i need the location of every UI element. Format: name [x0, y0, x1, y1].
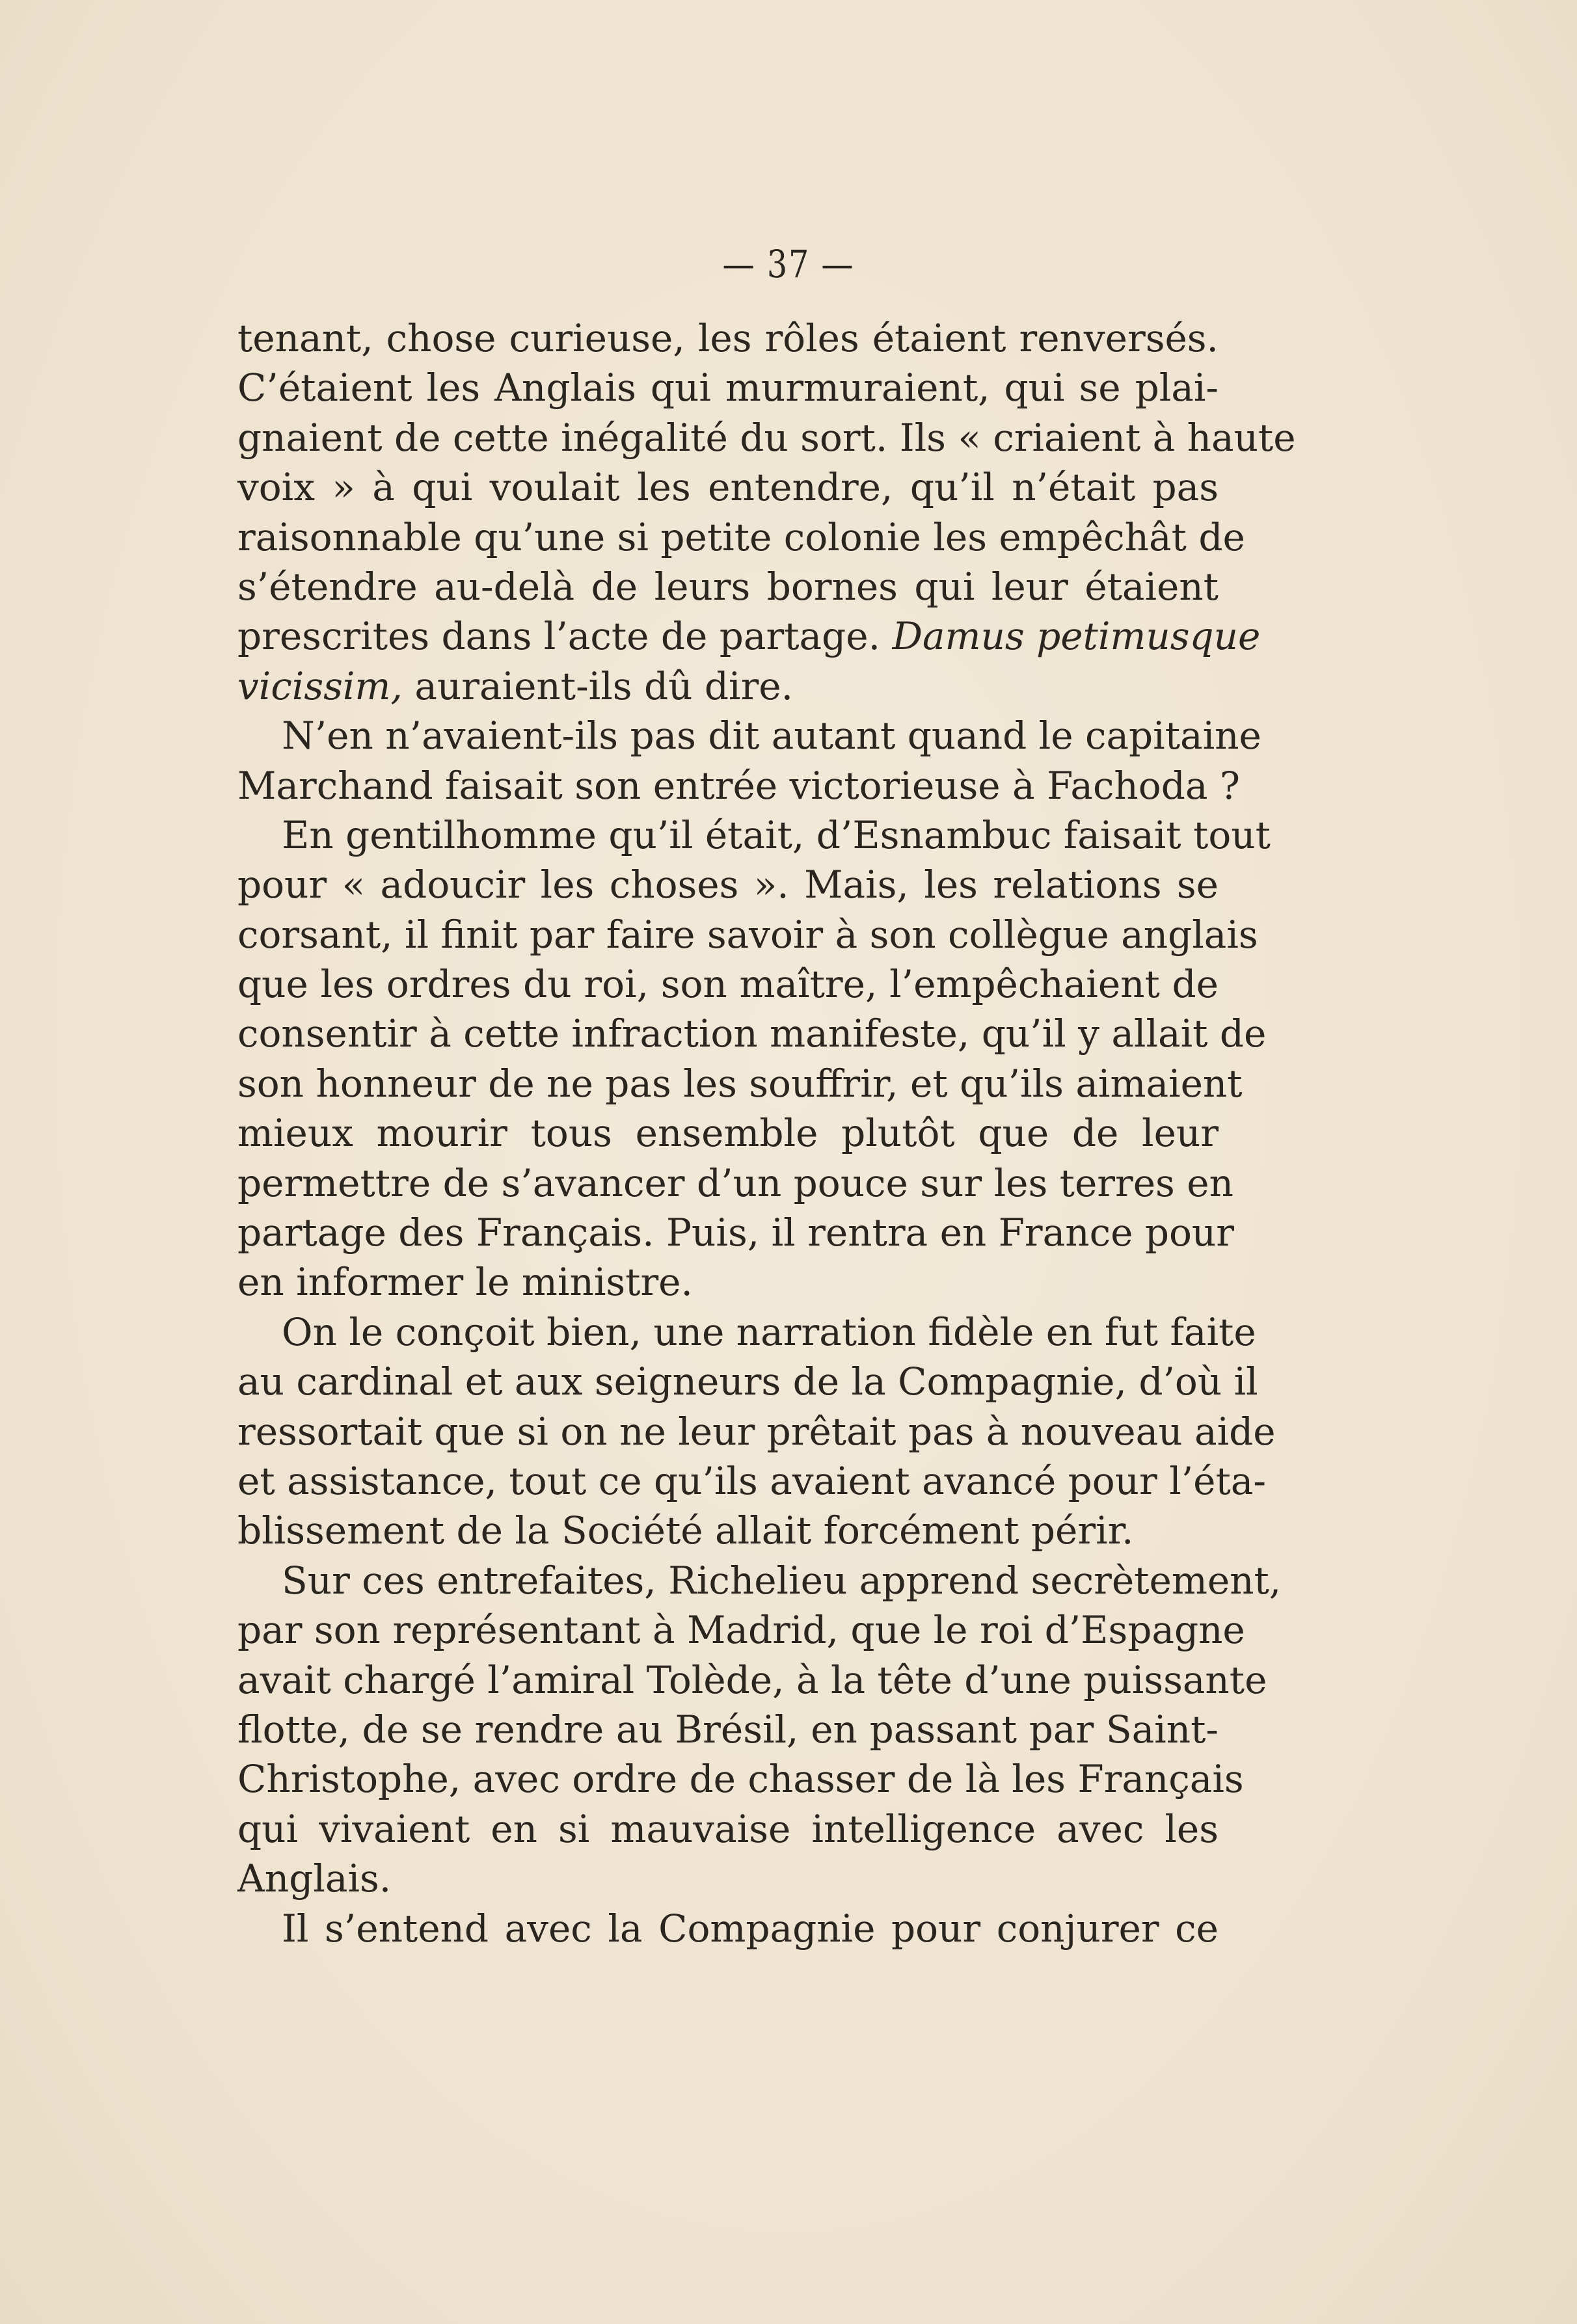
- text-line: tenant, chose curieuse, les rôles étaient renversés.: [237, 316, 1219, 360]
- text-line: gnaient de cette inégalité du sort. Ils « criaient à haute: [237, 415, 1296, 460]
- text-line: qui vivaient en si mauvaise intelligence avec les: [237, 1806, 1219, 1851]
- text: prescrites dans l’acte de partage.: [237, 614, 881, 659]
- text-line: s’étendre au-delà de leurs bornes qui leur étaient: [237, 564, 1219, 609]
- text-line: [237, 611, 1261, 661]
- text-line: On le conçoit bien, une narration fidèle en fut faite: [282, 1309, 1256, 1354]
- text-line: En gentilhomme qu’il était, d’Esnambuc faisait tout: [282, 812, 1271, 857]
- text-line: ressortait que si on ne leur prêtait pas à nouveau aide: [237, 1409, 1276, 1454]
- text-line: Anglais.: [237, 1856, 392, 1901]
- text-line: voix » à qui voulait les entendre, qu’il n’était pas: [237, 465, 1219, 510]
- text-line: partage des Français. Puis, il rentra en France pour: [237, 1210, 1234, 1255]
- latin-phrase: Damus petimusque: [892, 614, 1261, 659]
- text-line: mieux mourir tous ensemble plutôt que de leur: [237, 1111, 1219, 1156]
- text-line: flotte, de se rendre au Brésil, en passant par Saint-: [237, 1707, 1219, 1752]
- text-line: par son représentant à Madrid, que le roi d’Espagne: [237, 1608, 1245, 1653]
- text-line: blissement de la Société allait forcément périr.: [237, 1508, 1134, 1553]
- text-line: son honneur de ne pas les souffrir, et qu’ils aimaient: [237, 1061, 1243, 1106]
- text-line: Il s’entend avec la Compagnie pour conjurer ce: [282, 1906, 1219, 1951]
- text-line: [237, 661, 1219, 711]
- text-line: N’en n’avaient-ils pas dit autant quand le capitaine: [282, 714, 1261, 758]
- text-line: corsant, il finit par faire savoir à son collègue anglais: [237, 912, 1258, 957]
- text-line: pour « adoucir les choses ». Mais, les relations se: [237, 862, 1219, 907]
- text-line: et assistance, tout ce qu’ils avaient avancé pour l’éta-: [237, 1458, 1266, 1503]
- page-number: — 37 —: [722, 242, 855, 286]
- text-line: permettre de s’avancer d’un pouce sur les terres en: [237, 1160, 1233, 1205]
- text-line: consentir à cette infraction manifeste, qu’il y allait de: [237, 1011, 1267, 1056]
- text-line: Sur ces entrefaites, Richelieu apprend secrètement,: [282, 1558, 1282, 1603]
- text-line: C’étaient les Anglais qui murmuraient, qui se plai-: [237, 366, 1219, 410]
- text: auraient-ils dû dire.: [414, 663, 794, 708]
- text-line: en informer le ministre.: [237, 1260, 693, 1305]
- text-line: Christophe, avec ordre de chasser de là les Français: [237, 1757, 1244, 1802]
- text-line: avait chargé l’amiral Tolède, à la tête d’une puissante: [237, 1657, 1267, 1702]
- body-text: [237, 314, 1296, 1953]
- text-line: raisonnable qu’une si petite colonie les empêchât de: [237, 514, 1245, 559]
- text-line: que les ordres du roi, son maître, l’empêchaient de: [237, 962, 1219, 1007]
- latin-phrase: vicissim,: [237, 663, 403, 708]
- text-line: au cardinal et aux seigneurs de la Compagnie, d’où il: [237, 1359, 1258, 1404]
- text-line: Marchand faisait son entrée victorieuse à Fachoda ?: [237, 763, 1240, 808]
